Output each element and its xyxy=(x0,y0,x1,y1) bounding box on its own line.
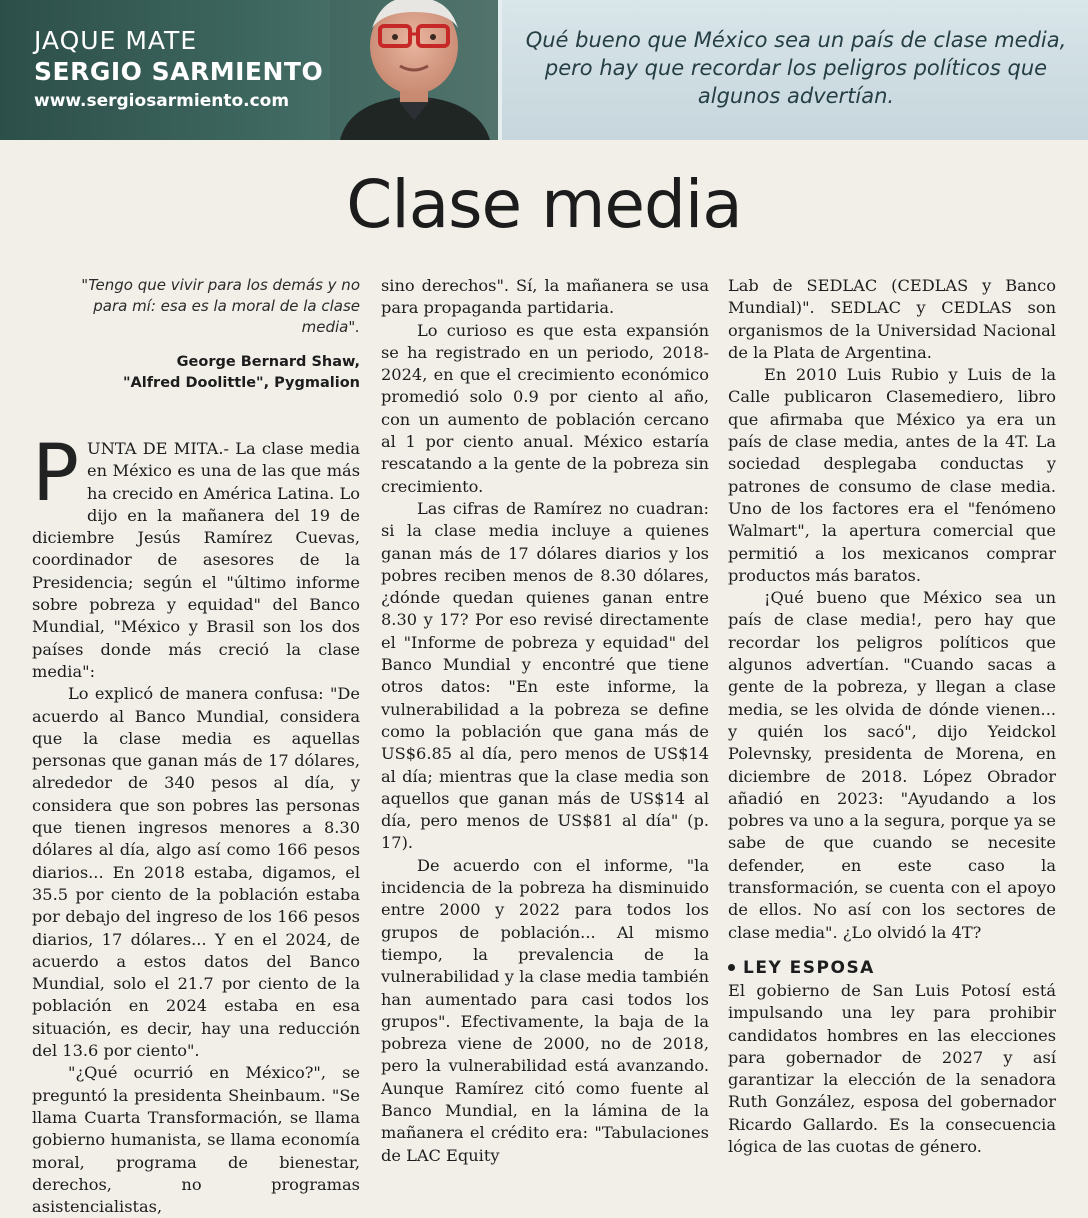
section-heading xyxy=(728,956,1056,980)
article-column-2 xyxy=(381,275,709,1167)
article-headline: Clase media xyxy=(346,166,742,243)
epigraph-author xyxy=(32,352,360,394)
column-credits xyxy=(34,26,323,114)
bullet-icon xyxy=(728,964,735,971)
lede-box xyxy=(498,0,1088,140)
paragraph: Lo curioso es que esta expansión se ha registrado en un periodo, 2018-2024, en que el crecimiento económico promedió solo 0.9 por ciento al año, con un aumento de población cercano al 1 por ciento anual. México estaría rescatando a la gente de la pobreza sin crecimiento. xyxy=(381,320,709,496)
paragraph-text: UNTA DE MITA.- La clase media en México es una de las que más ha crecido en América Latina. Lo dijo en la mañanera del 19 de diciembre Jesús Ramírez Cuevas, coordinador de asesores de la Presidencia; según el "último informe sobre pobreza y equidad" del Banco Mundial, "México y Brasil son los dos países donde más creció la clase media": xyxy=(32,439,360,681)
author-website: www.sergiosarmiento.com xyxy=(34,91,290,111)
paragraph: Lo explicó de manera confusa: "De acuerdo al Banco Mundial, considera que la clase media es aquellas personas que ganan más de 17 dólares, alrededor de 340 pesos al día, y considera que son pobres las personas que tienen ingresos menores a 8.30 dólares al día, algo así como 166 pesos diarios... En 2018 estaba, digamos, el 35.5 por ciento de la población estaba por debajo del ingreso de los 166 pesos diarios, 17 dólares... Y en el 2024, de acuerdo a estos datos del Banco Mundial, solo el 21.7 por ciento de la población en 2024 estaba en esa situación, es decir, hay una reducción del 13.6 por ciento". xyxy=(32,684,360,1061)
column-banner xyxy=(0,0,1088,140)
lede-text: Qué bueno que México sea un país de clase media, pero hay que recordar los peligros políticos que algunos advertían. xyxy=(525,28,1067,108)
column-name: JAQUE MATE xyxy=(34,26,198,55)
paragraph: "¿Qué ocurrió en México?", se preguntó la presidenta Sheinbaum. "Se llama Cuarta Transformación, se llama gobierno humanista, se llama economía moral, programa de bienestar, derechos, no programas asistencialistas, xyxy=(32,1063,360,1217)
paragraph: El gobierno de San Luis Potosí está impulsando una ley para prohibir candidatos hombres en las elecciones para gobernador de 2027 y así garantizar la elección de la senadora Ruth González, esposa del gobernador Ricardo Gallardo. Es la consecuencia lógica de las cuotas de género. xyxy=(728,980,1056,1156)
author-name: SERGIO SARMIENTO xyxy=(34,57,324,86)
article-column-3 xyxy=(728,275,1056,1158)
column-brand xyxy=(0,0,498,140)
drop-cap: P xyxy=(32,429,80,519)
epigraph-source-line: "Alfred Doolittle", Pygmalion xyxy=(123,375,360,391)
paragraph: En 2010 Luis Rubio y Luis de la Calle publicaron Clasemediero, libro que afirmaba que México ya era un país de clase media, antes de la 4T. La sociedad desplegaba conductas y patrones de consumo de clase media. Uno de los factores era el "fenómeno Walmart", la apertura comercial que permitió a los mexicanos comprar productos más baratos. xyxy=(728,365,1056,585)
paragraph: De acuerdo con el informe, "la incidencia de la pobreza ha disminuido entre 2000 y 2022 para todos los grupos de población... Al mismo tiempo, la prevalencia de la vulnerabilidad y la clase media también han aumentado para casi todos los grupos". Efectivamente, la baja de la pobreza viene de 2000, no de 2018, pero la vulnerabilidad está avanzando. Aunque Ramírez citó como fuente al Banco Mundial, en la lámina de la mañanera el crédito era: "Tabulaciones de LAC Equity xyxy=(381,855,709,1165)
epigraph-author-line: George Bernard Shaw, xyxy=(176,354,360,370)
paragraph: ¡Qué bueno que México sea un país de clase media!, pero hay que recordar los peligros políticos que algunos advertían. "Cuando sacas a gente de la pobreza, y llegan a clase media, se les olvida de dónde vienen... y quién los sacó", dijo Yeidckol Polevnsky, presidenta de Morena, en diciembre de 2018. López Obrador añadió en 2023: "Ayudando a los pobres va uno a la segura, porque ya se sabe de que cuando se necesite defender, en este caso la transformación, se cuenta con el apoyo de ellos. No así con los sectores de clase media". ¿Lo olvidó la 4T? xyxy=(728,588,1056,942)
article-column-1 xyxy=(32,275,360,1218)
section-title: LEY ESPOSA xyxy=(743,957,875,978)
paragraph: Lab de SEDLAC (CEDLAS y Banco Mundial)". SEDLAC y CEDLAS son organismos de la Universidad Nacional de la Plata de Argentina. xyxy=(728,276,1056,362)
paragraph xyxy=(32,429,360,683)
author-portrait xyxy=(330,0,498,140)
epigraph-quote: "Tengo que vivir para los demás y no para mí: esa es la moral de la clase media". xyxy=(81,276,360,336)
paragraph: sino derechos". Sí, la mañanera se usa para propaganda partidaria. xyxy=(381,276,709,318)
paragraph: Las cifras de Ramírez no cuadran: si la clase media incluye a quienes ganan más de 17 dólares diarios y los pobres reciben menos de 8.30 dólares, ¿dónde quedan quienes ganan entre 8.30 y 17? Por eso revisé directamente el "Informe de pobreza y equidad" del Banco Mundial y encontré que tiene otros datos: "En este informe, la vulnerabilidad a la pobreza se define como la población que gana más de US$6.85 al día, pero menos de US$14 al día; mientras que la clase media son aquellos que ganan más de US$14 al día, pero menos de US$81 al día" (p. 17). xyxy=(381,498,709,853)
